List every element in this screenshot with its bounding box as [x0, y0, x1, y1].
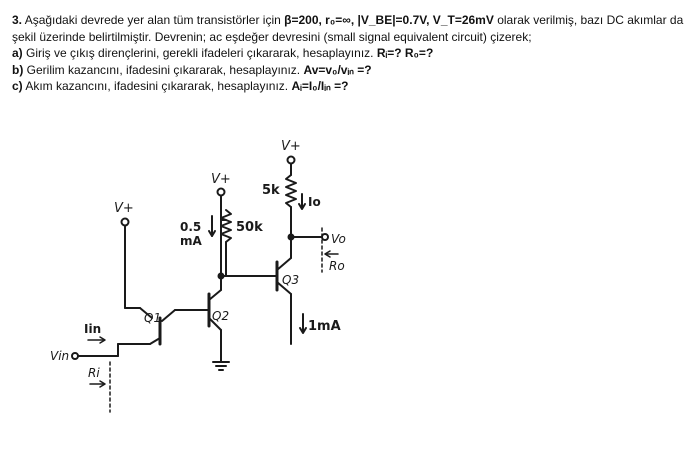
iin-label: Iin	[84, 322, 102, 336]
i-1ma-label: 1mA	[308, 319, 341, 334]
intro-tail: olarak verilmiş, bazı DC akımlar da şekil üzerinde belirtilmiştir. Devrenin; ac eşdeğer devresini (small signal equivalent circuit) çizerek;	[12, 13, 684, 44]
ro-label: Ro	[329, 259, 345, 273]
io-label: Io	[308, 195, 321, 209]
vo-terminal	[322, 234, 328, 240]
q2-label: Q2	[212, 309, 230, 323]
vplus-mid-terminal	[218, 189, 225, 196]
resistor-5k	[286, 175, 296, 207]
vin-terminal	[72, 353, 78, 359]
q3-label: Q3	[282, 273, 300, 287]
part-a: a) Giriş ve çıkış dirençlerini, gerekli ifadeleri çıkararak, hesaplayınız. Rᵢ=? R₀=?	[12, 46, 434, 60]
part-c: c) Akım kazancını, ifadesini çıkararak, hesaplayınız. Aᵢ=I₀/Iᵢₙ =?	[12, 79, 349, 93]
vplus-top-label: V+	[281, 139, 301, 154]
src-ma-label: mA	[180, 234, 202, 248]
q1-label: Q1	[144, 311, 162, 325]
r-50k-label: 50k	[236, 220, 263, 235]
resistor-50k	[221, 210, 231, 242]
src-05-label: 0.5	[180, 220, 202, 234]
question-number: 3.	[12, 13, 23, 27]
param-values: β=200, r₀=∞, |V_BE|=0.7V, V_T=26mV	[284, 13, 494, 27]
vplus-top-terminal	[288, 157, 295, 164]
vplus-left-terminal	[122, 219, 129, 226]
vplus-mid-label: V+	[211, 172, 231, 187]
r-5k-label: 5k	[262, 183, 280, 198]
vplus-left-label: V+	[114, 201, 134, 216]
ri-label: Ri	[88, 366, 100, 380]
intro-text: Aşağıdaki devrede yer alan tüm transistörler için	[24, 13, 281, 27]
part-b: b) Gerilim kazancını, ifadesini çıkararak, hesaplayınız. Av=v₀/vᵢₙ =?	[12, 62, 372, 77]
vo-label: Vo	[331, 232, 346, 246]
vin-label: Vin	[50, 349, 70, 363]
